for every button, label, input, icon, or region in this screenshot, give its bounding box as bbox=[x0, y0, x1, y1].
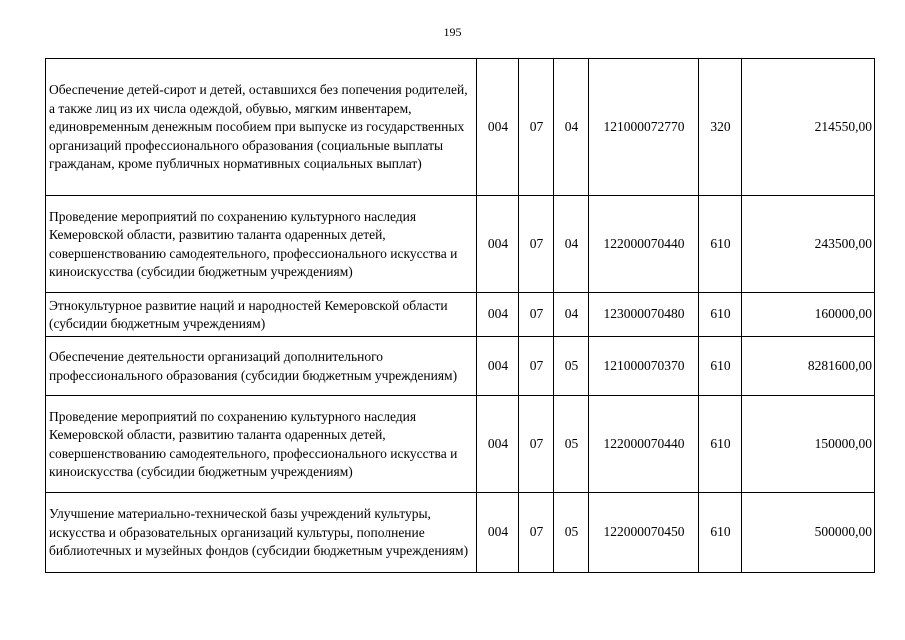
expense-type-code: 610 bbox=[699, 196, 742, 293]
section-code: 07 bbox=[519, 396, 554, 493]
table-row bbox=[46, 493, 875, 573]
row-description: Обеспечение детей-сирот и детей, оставшихся без попечения родителей, а также лиц из их числа одеждой, обувью, мягким инвентарем, единовременным денежным пособием при выпуске из государственных организаций профессионального образования (социальные выплаты гражданам, кроме публичных нормативных социальных выплат) bbox=[46, 59, 477, 196]
ministry-code: 004 bbox=[477, 396, 519, 493]
section-code: 07 bbox=[519, 196, 554, 293]
row-description: Этнокультурное развитие наций и народностей Кемеровской области (субсидии бюджетным учреждениям) bbox=[46, 293, 477, 337]
table-row bbox=[46, 396, 875, 493]
page-number: 195 bbox=[443, 25, 462, 39]
section-code: 07 bbox=[519, 59, 554, 196]
subsection-code: 05 bbox=[554, 337, 589, 396]
expense-type-code: 610 bbox=[699, 396, 742, 493]
section-code: 07 bbox=[519, 493, 554, 573]
subsection-code: 04 bbox=[554, 59, 589, 196]
ministry-code: 004 bbox=[477, 337, 519, 396]
subsection-code: 05 bbox=[554, 396, 589, 493]
expense-type-code: 610 bbox=[699, 493, 742, 573]
row-description: Обеспечение деятельности организаций дополнительного профессионального образования (субсидии бюджетным учреждениям) bbox=[46, 337, 477, 396]
subsection-code: 04 bbox=[554, 293, 589, 337]
row-description: Проведение мероприятий по сохранению культурного наследия Кемеровской области, развитию таланта одаренных детей, совершенствованию самодеятельного, профессионального искусства и киноискусства (субсидии бюджетным учреждениям) bbox=[46, 196, 477, 293]
table-row bbox=[46, 293, 875, 337]
table-row bbox=[46, 337, 875, 396]
target-article-code: 122000070440 bbox=[589, 196, 699, 293]
table-row bbox=[46, 59, 875, 196]
target-article-code: 123000070480 bbox=[589, 293, 699, 337]
ministry-code: 004 bbox=[477, 293, 519, 337]
target-article-code: 122000070440 bbox=[589, 396, 699, 493]
amount-value: 160000,00 bbox=[742, 293, 875, 337]
section-code: 07 bbox=[519, 293, 554, 337]
row-description: Проведение мероприятий по сохранению культурного наследия Кемеровской области, развитию таланта одаренных детей, совершенствованию самодеятельного, профессионального искусства и киноискусства (субсидии бюджетным учреждениям) bbox=[46, 396, 477, 493]
subsection-code: 05 bbox=[554, 493, 589, 573]
expense-type-code: 610 bbox=[699, 337, 742, 396]
amount-value: 8281600,00 bbox=[742, 337, 875, 396]
target-article-code: 121000072770 bbox=[589, 59, 699, 196]
subsection-code: 04 bbox=[554, 196, 589, 293]
target-article-code: 122000070450 bbox=[589, 493, 699, 573]
expense-type-code: 320 bbox=[699, 59, 742, 196]
amount-value: 500000,00 bbox=[742, 493, 875, 573]
ministry-code: 004 bbox=[477, 493, 519, 573]
ministry-code: 004 bbox=[477, 59, 519, 196]
row-description: Улучшение материально-технической базы учреждений культуры, искусства и образовательных организаций культуры, пополнение библиотечных и музейных фондов (субсидии бюджетным учреждениям) bbox=[46, 493, 477, 573]
target-article-code: 121000070370 bbox=[589, 337, 699, 396]
amount-value: 243500,00 bbox=[742, 196, 875, 293]
ministry-code: 004 bbox=[477, 196, 519, 293]
amount-value: 214550,00 bbox=[742, 59, 875, 196]
amount-value: 150000,00 bbox=[742, 396, 875, 493]
table-row bbox=[46, 196, 875, 293]
budget-table bbox=[45, 58, 875, 573]
expense-type-code: 610 bbox=[699, 293, 742, 337]
section-code: 07 bbox=[519, 337, 554, 396]
